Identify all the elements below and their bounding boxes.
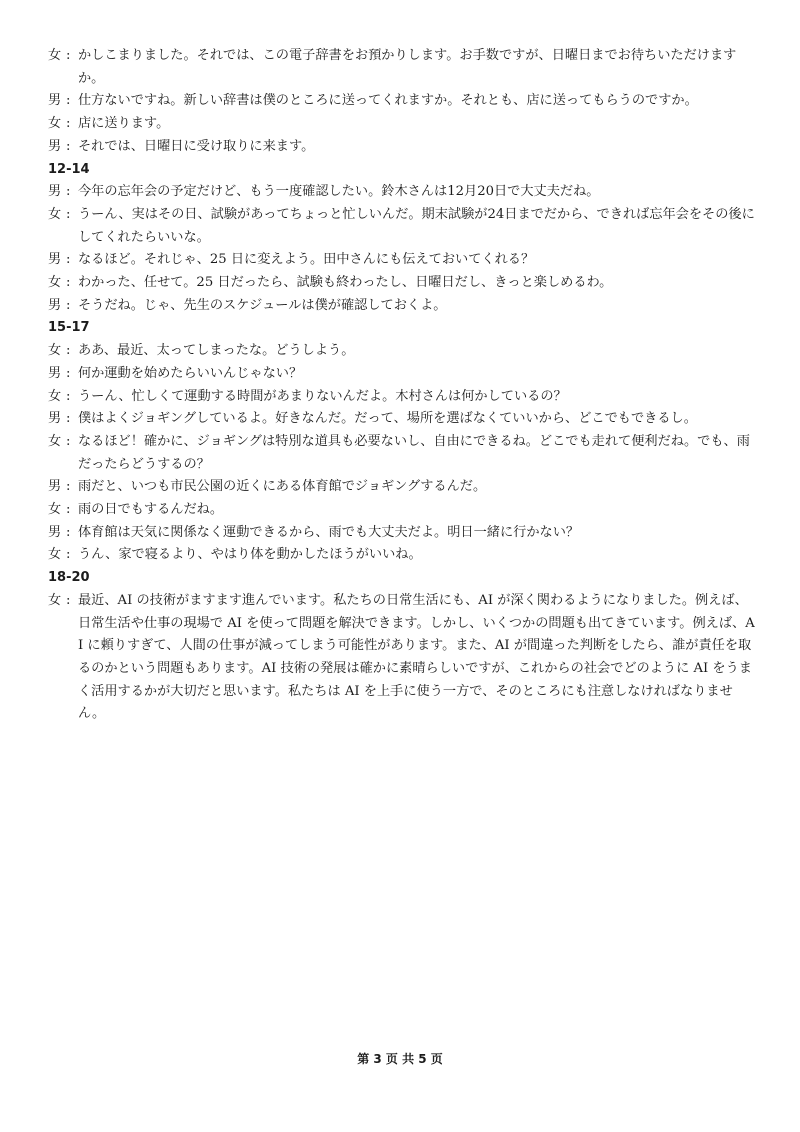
dialogue-line xyxy=(48,386,758,409)
dialogue-text: 雨だと、いつも市民公園の近くにある体育館でジョギングするんだ。 xyxy=(78,479,487,495)
dialogue-text: 何か運動を始めたらいいんじゃない？ xyxy=(78,365,303,381)
speaker-label: 女 xyxy=(48,116,62,132)
speaker-colon: : xyxy=(66,433,71,449)
dialogue-text: うん、家で寝るより、やはり体を動かしたほうがいいね。 xyxy=(78,547,422,563)
dialogue-line xyxy=(48,45,758,90)
dialogue-text: 最近、AI の技術がますます進んでいます。私たちの日常生活にも、AI が深く関わるようになりました。例えば、日常生活や仕事の現場で AI を使って問題を解決できます。しかし、いくつかの問題も出てきています。例えば、AI に頼りすぎて、人間の仕事が減ってしまう可能性があります。また、AI が間違った判断をしたら、誰が責任を取るのかという問題もあります。AI 技術の発展は確かに素晴らしいですが、これからの社会でどのように AI をうまく活用するかが大切だと思います。私たちは AI を上手に使う一方で、そのところにも注意しなければなりません。 xyxy=(78,592,755,722)
dialogue-text: 体育館は天気に関係なく運動できるから、雨でも大丈夫だよ。明日一緒に行かない？ xyxy=(78,524,580,540)
speaker-colon: : xyxy=(66,479,71,495)
dialogue-text: そうだね。じゃ、先生のスケジュールは僕が確認しておくよ。 xyxy=(78,297,447,313)
dialogue-line xyxy=(48,363,758,386)
page-footer: 第 3 页 共 5 页 xyxy=(357,1052,443,1066)
dialogue-line xyxy=(48,272,758,295)
dialogue-text: うーん、実はその日、試験があってちょっと忙しいんだ。期末試験が24日までだから、できれば忘年会をその後にしてくれたらいいな。 xyxy=(78,206,755,245)
dialogue-line xyxy=(48,431,758,476)
dialogue-line xyxy=(48,590,758,726)
speaker-colon: : xyxy=(66,138,71,154)
dialogue-text: なるほど！確かに、ジョギングは特別な道具も必要ないし、自由にできるね。どこでも走れて便利だね。でも、雨だったらどうするの？ xyxy=(78,433,750,472)
dialogue-line xyxy=(48,249,758,272)
dialogue-text: 仕方ないですね。新しい辞書は僕のところに送ってくれますか。それとも、店に送ってもらうのですか。 xyxy=(78,93,698,109)
speaker-label: 男 xyxy=(48,252,62,268)
dialogue-text: なるほど。それじゃ、25 日に変えよう。田中さんにも伝えておいてくれる？ xyxy=(78,252,535,268)
dialogue-line xyxy=(48,499,758,522)
dialogue-text: ああ、最近、太ってしまったな。どうしよう。 xyxy=(78,343,355,359)
dialogue-text: わかった、任せて。25 日だったら、試験も終わったし、日曜日だし、きっと楽しめるわ。 xyxy=(78,275,613,291)
speaker-colon: : xyxy=(66,411,71,427)
speaker-label: 女 xyxy=(48,343,62,359)
section-number: 12-14 xyxy=(48,161,90,177)
dialogue-line xyxy=(48,544,758,567)
dialogue-line xyxy=(48,340,758,363)
dialogue-line xyxy=(48,204,758,249)
dialogue-line xyxy=(48,295,758,318)
speaker-colon: : xyxy=(66,502,71,518)
speaker-label: 女 xyxy=(48,206,62,222)
speaker-colon: : xyxy=(66,48,71,63)
speaker-label: 男 xyxy=(48,184,62,200)
speaker-label: 女 xyxy=(48,388,62,404)
dialogue-line xyxy=(48,476,758,499)
speaker-label: 男 xyxy=(48,365,62,381)
speaker-label: 女 xyxy=(48,48,62,63)
dialogue-line xyxy=(48,90,758,113)
dialogue-line xyxy=(48,113,758,136)
speaker-colon: : xyxy=(66,184,71,200)
speaker-colon: : xyxy=(66,297,71,313)
dialogue-text: 店に送ります。 xyxy=(78,116,170,132)
dialogue-line xyxy=(48,136,758,159)
speaker-colon: : xyxy=(66,116,71,132)
dialogue-text: うーん、忙しくて運動する時間があまりないんだよ。木村さんは何かしているの？ xyxy=(78,388,567,404)
dialogue-text: 僕はよくジョギングしているよ。好きなんだ。だって、場所を選ばなくていいから、どこでもできるし。 xyxy=(78,411,697,427)
speaker-colon: : xyxy=(66,343,71,359)
speaker-colon: : xyxy=(66,93,71,109)
speaker-label: 男 xyxy=(48,524,62,540)
speaker-label: 男 xyxy=(48,93,62,109)
dialogue-text: かしこまりました。それでは、この電子辞書をお預かりします。お手数ですが、日曜日までお待ちいただけますか。 xyxy=(78,48,737,86)
speaker-colon: : xyxy=(66,592,71,608)
dialogue-line xyxy=(48,522,758,545)
speaker-label: 男 xyxy=(48,297,62,313)
speaker-colon: : xyxy=(66,365,71,381)
speaker-colon: : xyxy=(66,252,71,268)
dialogue-text: 今年の忘年会の予定だけど、もう一度確認したい。鈴木さんは12月20日で大丈夫だね。 xyxy=(78,184,600,200)
speaker-label: 女 xyxy=(48,547,62,563)
dialogue-line xyxy=(48,408,758,431)
section-number: 18-20 xyxy=(48,570,90,586)
speaker-colon: : xyxy=(66,388,71,404)
dialogue-line xyxy=(48,181,758,204)
speaker-label: 男 xyxy=(48,138,62,154)
speaker-label: 男 xyxy=(48,479,62,495)
section-number: 15-17 xyxy=(48,320,90,336)
transcript-body xyxy=(48,45,758,726)
speaker-label: 男 xyxy=(48,411,62,427)
speaker-label: 女 xyxy=(48,433,62,449)
speaker-label: 女 xyxy=(48,592,62,608)
dialogue-text: それでは、日曜日に受け取りに来ます。 xyxy=(78,138,315,154)
speaker-colon: : xyxy=(66,206,71,222)
speaker-colon: : xyxy=(66,524,71,540)
speaker-colon: : xyxy=(66,547,71,563)
speaker-colon: : xyxy=(66,275,71,291)
speaker-label: 女 xyxy=(48,502,62,518)
dialogue-text: 雨の日でもするんだね。 xyxy=(78,502,224,518)
speaker-label: 女 xyxy=(48,275,62,291)
